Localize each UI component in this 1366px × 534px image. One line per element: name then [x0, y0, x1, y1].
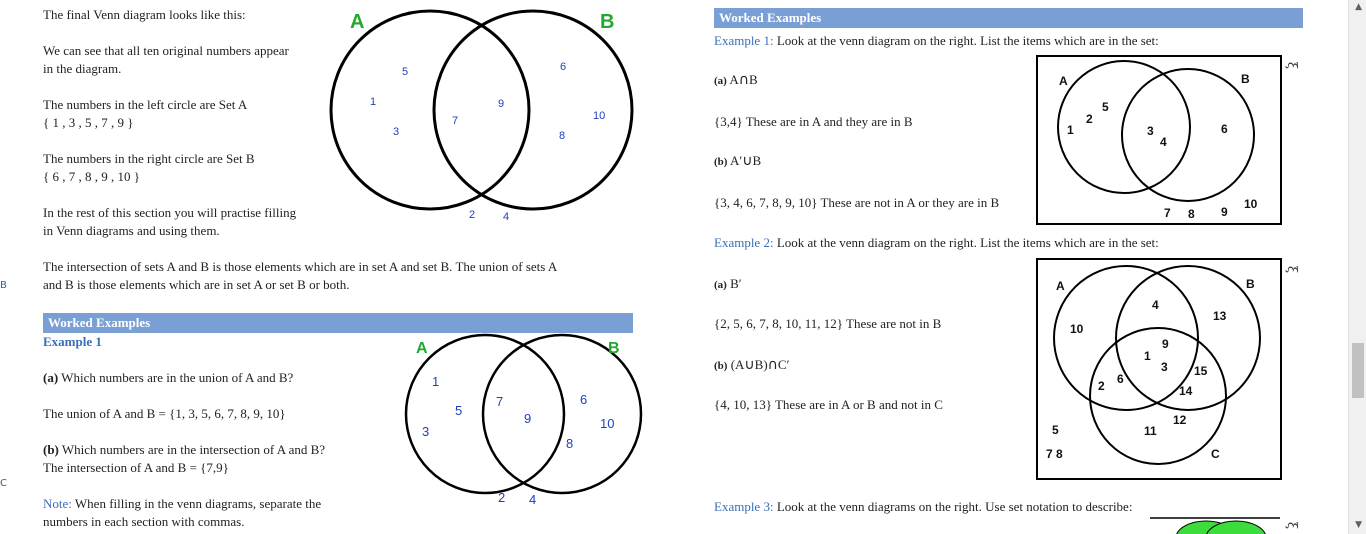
worked-examples-header-left: Worked Examples — [43, 313, 633, 333]
venn4-number: 4 — [1152, 298, 1159, 312]
question-a-union — [43, 369, 293, 387]
venn-diagram-example-1 — [400, 330, 650, 510]
venn2-number: 9 — [524, 411, 532, 426]
venn2-circle-b — [483, 335, 641, 493]
intersection-symbol: ∩ — [738, 72, 750, 88]
venn3-circle-b — [1122, 69, 1254, 201]
venn2-number: 2 — [498, 490, 506, 505]
intersection-symbol: ∩ — [767, 357, 778, 373]
venn1-number: 8 — [559, 130, 566, 142]
venn1-label-b: B — [600, 11, 615, 33]
venn3-number: 9 — [1221, 205, 1228, 219]
venn4-number: 13 — [1213, 309, 1227, 323]
venn1-number: 9 — [498, 98, 505, 110]
example-3-text: Look at the venn diagrams on the right. Use set notation to describe: — [773, 499, 1133, 514]
venn2-number: 1 — [432, 374, 440, 389]
example-3-prompt — [714, 498, 1132, 516]
page-edge-label: B — [0, 280, 7, 291]
venn2-label-a: A — [416, 340, 428, 357]
venn4-number: 14 — [1179, 384, 1193, 398]
venn4-number: 1 — [1144, 349, 1151, 363]
venn4-number: 6 — [1117, 372, 1124, 386]
venn4-number: 11 — [1144, 424, 1157, 438]
ex2-part-a-label: (a) — [714, 279, 727, 291]
left-circle-text: The numbers in the left circle are Set A — [43, 97, 248, 112]
scroll-down-arrow-icon[interactable]: ▼ — [1355, 520, 1362, 530]
venn2-label-b: B — [608, 340, 620, 357]
ex2-part-a — [714, 275, 742, 294]
universal-set-symbol: ξ — [1284, 265, 1300, 274]
ex1-part-b — [714, 152, 761, 171]
venn4-label-a: A — [1056, 279, 1065, 293]
all-ten-line1: We can see that all ten original numbers appear — [43, 43, 289, 58]
ex1-part-a-expr1: A — [729, 72, 739, 87]
note-text: When filling in the venn diagrams, separate the — [71, 496, 322, 511]
intersection-definition-line2: and B is those elements which are in set A or set B or both. — [43, 277, 350, 292]
ex1-answer-b: {3, 4, 6, 7, 8, 9, 10} These are not in A or they are in B — [714, 195, 1000, 210]
ex1-part-a-expr2: B — [749, 72, 758, 87]
universal-set-symbol: ξ — [1284, 521, 1300, 530]
venn4-number: 9 — [1162, 337, 1169, 351]
venn1-number: 2 — [469, 209, 476, 221]
note-line2: numbers in each section with commas. — [43, 514, 245, 529]
venn1-number: 5 — [402, 66, 409, 78]
intersection-definition-line1: The intersection of sets A and B is those elements which are in set A and set B. The union of sets A — [43, 259, 558, 274]
venn3-number: 4 — [1160, 135, 1167, 149]
union-answer: The union of A and B = {1, 3, 5, 6, 7, 8, 9, 10} — [43, 406, 286, 421]
question-b-text: Which numbers are in the intersection of A and B? — [58, 442, 326, 457]
example-2-prompt — [714, 234, 1159, 252]
ex1-part-b-label: (b) — [714, 156, 728, 168]
example-1-label: Example 1: — [714, 33, 774, 48]
scroll-up-arrow-icon[interactable]: ▲ — [1355, 2, 1362, 12]
venn4-number: 15 — [1194, 364, 1208, 378]
venn4-number: 2 — [1098, 379, 1105, 393]
scrollbar-thumb[interactable] — [1352, 343, 1364, 398]
question-a-text: Which numbers are in the union of A and B? — [58, 370, 294, 385]
note-line1 — [43, 495, 321, 513]
venn1-number: 1 — [370, 96, 377, 108]
ex2-answer-a: {2, 5, 6, 7, 8, 10, 11, 12} These are not in B — [714, 316, 942, 331]
venn4-label-b: B — [1246, 277, 1255, 291]
example-2-label: Example 2: — [714, 235, 774, 250]
venn3-circle-a — [1058, 61, 1190, 193]
question-a-label: (a) — [43, 370, 59, 385]
example-3-label: Example 3: — [714, 499, 774, 514]
vertical-scrollbar[interactable] — [1348, 0, 1366, 534]
venn2-number: 4 — [529, 492, 537, 507]
ex1-answer-a: {3,4} These are in A and they are in B — [714, 114, 913, 129]
venn3-number: 5 — [1102, 100, 1109, 114]
ex1-part-a — [714, 71, 758, 90]
venn-diagram-final — [330, 0, 640, 240]
venn3-number: 6 — [1221, 122, 1228, 136]
union-symbol: ∪ — [744, 357, 755, 373]
venn4-circle-a — [1054, 266, 1198, 410]
example-1-prompt — [714, 32, 1159, 50]
intersection-answer: The intersection of A and B = {7,9} — [43, 460, 229, 475]
venn4-number: 10 — [1070, 322, 1084, 336]
venn1-number: 10 — [593, 110, 606, 122]
ex2-answer-b: {4, 10, 13} These are in A or B and not in C — [714, 397, 943, 412]
venn3-label-a: A — [1059, 74, 1068, 88]
all-ten-line2: in the diagram. — [43, 61, 122, 76]
ex1-part-b-expr1: A′ — [730, 153, 743, 168]
ex2-part-b-label: (b) — [714, 360, 728, 372]
venn-diagram-right-example-2 — [1036, 258, 1282, 480]
venn1-label-a: A — [350, 11, 365, 33]
practise-line2: in Venn diagrams and using them. — [43, 223, 220, 238]
ex1-part-b-expr2: B — [752, 153, 762, 168]
venn1-number: 6 — [560, 61, 567, 73]
venn2-number: 8 — [566, 436, 574, 451]
ex2-part-a-expr: B′ — [726, 276, 742, 291]
venn-diagram-right-example-1 — [1036, 55, 1282, 225]
venn1-number: 3 — [393, 126, 400, 138]
venn1-number: 7 — [452, 115, 459, 127]
venn3-number: 1 — [1067, 123, 1074, 137]
page-edge-label: C — [0, 478, 7, 489]
venn2-number: 10 — [600, 416, 615, 431]
venn3-number: 7 — [1164, 206, 1171, 220]
question-b-label: (b) — [43, 442, 59, 457]
ex1-part-a-label: (a) — [714, 75, 727, 87]
venn3-label-b: B — [1241, 72, 1250, 86]
final-venn-intro: The final Venn diagram looks like this: — [43, 7, 246, 22]
worked-examples-header-right: Worked Examples — [714, 8, 1303, 28]
example-1-text: Look at the venn diagram on the right. List the items which are in the set: — [773, 33, 1159, 48]
ex2-part-b-expr3: C′ — [777, 357, 790, 372]
question-b-intersection — [43, 441, 325, 459]
venn1-circle-a — [331, 11, 529, 209]
note-label: Note: — [43, 496, 72, 511]
venn2-number: 7 — [496, 394, 504, 409]
example-1-title: Example 1 — [43, 334, 102, 349]
ex2-part-b-expr1: (A — [730, 357, 745, 372]
venn1-number: 4 — [503, 211, 510, 223]
universal-set-symbol: ξ — [1284, 61, 1300, 70]
venn4-number: 5 — [1052, 423, 1059, 437]
venn2-circle-a — [406, 335, 564, 493]
venn3-number: 8 — [1188, 207, 1195, 221]
venn3-number: 3 — [1147, 124, 1154, 138]
practise-line1: In the rest of this section you will practise filling — [43, 205, 297, 220]
set-a-elements: { 1 , 3 , 5 , 7 , 9 } — [43, 115, 134, 130]
venn4-label-c: C — [1211, 447, 1220, 461]
set-b-elements: { 6 , 7 , 8 , 9 , 10 } — [43, 169, 140, 184]
venn4-circle-c — [1090, 328, 1226, 464]
ex2-part-b — [714, 356, 789, 375]
venn4-number: 3 — [1161, 360, 1168, 374]
venn2-number: 5 — [455, 403, 463, 418]
venn3-number: 10 — [1244, 197, 1258, 211]
venn4-number: 7 8 — [1046, 447, 1063, 461]
right-circle-text: The numbers in the right circle are Set B — [43, 151, 255, 166]
union-symbol: ∪ — [742, 153, 753, 169]
example-2-text: Look at the venn diagram on the right. List the items which are in the set: — [773, 235, 1159, 250]
venn2-number: 3 — [422, 424, 430, 439]
venn3-number: 2 — [1086, 112, 1093, 126]
venn4-number: 12 — [1173, 413, 1187, 427]
ex2-part-b-expr2: B) — [754, 357, 768, 372]
venn-diagram-right-example-3 — [1150, 514, 1285, 534]
venn2-number: 6 — [580, 392, 588, 407]
